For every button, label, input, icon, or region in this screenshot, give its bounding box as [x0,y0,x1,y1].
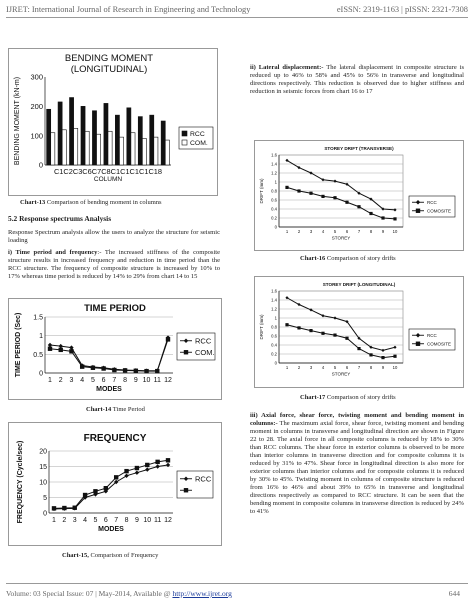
legend-label: RCC [427,199,437,205]
x-tick-label: 6 [345,229,349,235]
y-tick-label: 20 [39,448,47,456]
paragraph-lateral-displacement: ii) Lateral displacement:- The lateral displacement in composite structure is reduced up to 46% to 58% and 45% to 56% in transverse and longitudinal directions respectively. This reduction is observed due to higher stiffness and reduction in seismic forces from chart 16 to 17 [250,64,464,95]
data-point [321,314,324,317]
section-heading: 5.2 Response spectrums Analysis [8,214,112,223]
chart-13-box [8,48,218,196]
y-tick-label: 0.8 [271,324,277,330]
data-point [393,217,396,220]
data-point [91,366,95,370]
series-line [287,187,395,219]
data-point [297,326,300,329]
paragraph-response-spectrum: Response Spectrum analysis allow the users to analyze the structure for seismic loading [8,229,220,244]
chart-title: TIME PERIOD [84,303,146,314]
data-point [381,356,384,359]
x-tick-label: 3 [309,365,313,371]
data-point [393,346,396,349]
data-point [155,369,159,373]
chart-17-storey-drift-longitudinal [255,277,463,387]
data-point [48,347,52,351]
data-point [416,342,420,346]
bar-rcc [150,115,154,165]
chart-14-caption: Chart-14 Time Period [86,406,145,413]
y-tick-label: 0.2 [271,351,277,357]
chart-14-box [8,298,222,400]
bar-com [165,140,169,165]
chart-title-line-1: BENDING MOMENT [64,53,154,64]
chart-title: FREQUENCY [83,433,147,444]
x-tick-label: 11 [153,517,162,524]
x-tick-label: 11 [153,377,161,384]
data-point [184,488,188,492]
journal-link[interactable]: http://www.ijret.org [172,589,232,598]
chart-16-storey-drift-transverse [255,141,463,250]
paragraph-axial-force: iii) Axial force, shear force, twisting moment and bending moment in columns:- The maximum axial force, shear force, twisting moment and bending moment in columns in transverse and longitudinal direction are shown in Figure 22 to 28. The axial force in all composite columns is reduced by 18% to 30% than RCC columns. The shear force in exterior columns is observed to be more than interior columns in transverse direction and for composite columns it is reduced by 31% to 47%. Shear force in longitudinal direction is also more for exterior columns than interior columns and for composite columns it is reduced by 30% to 45%. Twisting moment in columns of composite structure is reduced from 16% to 46% and about 39% to 65% in transverse and longitudinal directions respectively as compared to RCC structure. It can be seen that the bending moment in composite columns in transverse direction is reduced by 24% to 41% [250,412,464,515]
y-tick-label: 0.5 [33,351,43,359]
y-axis-label: DRIFT (mm) [259,178,264,204]
x-tick-label: 5 [93,517,98,524]
x-tick-label: 6 [345,365,349,371]
data-point [80,364,84,368]
y-axis-label: TIME PERIOD (Sec) [15,312,22,378]
chart-16-caption: Chart-16 Comparison of story drifts [300,255,396,262]
data-point [155,464,159,468]
y-tick-label: 0.6 [271,333,277,339]
data-point [73,506,77,510]
legend-label: RCC [195,474,212,484]
x-tick-label: 1 [285,365,289,371]
bar-rcc [58,102,62,165]
data-point [333,196,336,199]
chart-14-time-period [9,299,221,399]
data-point [297,189,300,192]
y-tick-label: 0.8 [271,188,277,194]
data-point [155,460,159,464]
y-tick-label: 1.4 [271,297,277,303]
x-tick-label: 10 [392,229,398,235]
series-line [54,465,168,509]
x-tick-label: 10 [142,377,151,384]
legend-label: COM. [190,140,208,147]
series-line [287,160,395,210]
data-point [112,368,116,372]
data-point [124,474,128,478]
y-tick-label: 1.4 [271,161,277,167]
y-tick-label: 15 [39,463,47,471]
x-tick-label: 7 [114,517,119,524]
data-point [357,347,360,350]
x-tick-label: 9 [381,365,385,371]
bar-com [74,128,78,165]
x-axis-label: MODES [96,386,122,393]
legend-label: RCC [427,332,437,338]
footer-rule [6,583,468,584]
y-tick-label: 0 [274,360,277,366]
x-tick-label: 4 [321,229,325,235]
bar-rcc [161,121,165,165]
series-line [287,298,395,351]
y-tick-label: 0 [38,160,43,170]
data-point [369,212,372,215]
data-point [369,353,372,356]
y-tick-label: 1.6 [271,152,277,158]
bar-com [108,131,112,165]
series-line [50,339,168,371]
chart-15-box [8,422,222,546]
y-tick-label: 0 [43,510,47,518]
x-tick-label: 2 [297,365,301,371]
legend-label: COMOSITE [427,208,452,214]
y-axis-label: FREQUENCY (Cycle/sec) [17,440,24,524]
legend-label: RCC [190,131,205,138]
paragraph-time-period: i) Time period and frequency:- The increased stiffness of the composite structure results in increased frequency and reduction in time period than the RCC structure. The frequency of composite structure is increased by 10% to 17% whereas time period is reduced by 14% to 29% from chart 14 to 15 [8,249,220,280]
chart-13-caption: Chart-13 Comparison of bending moment in columns [20,199,162,206]
chart-13-bending-moment [9,49,217,195]
x-tick-label: 8 [123,377,128,384]
data-point [145,467,149,471]
data-point [83,493,87,497]
x-tick-label: 4 [321,365,325,371]
legend-swatch [182,140,187,145]
data-point [309,329,312,332]
y-tick-label: 10 [39,479,47,487]
legend-label: RCC [195,336,212,346]
data-point [123,368,127,372]
data-point [393,355,396,358]
bar-rcc [70,98,74,165]
data-point [321,195,324,198]
x-axis-label: COLUMN [93,176,123,183]
x-tick-label: 2 [58,377,63,384]
x-tick-label: 2 [62,517,67,524]
data-point [309,192,312,195]
x-tick-label: 12 [164,517,172,524]
x-tick-label: 8 [369,229,373,235]
x-tick-label: 9 [133,377,138,384]
data-point [166,337,170,341]
data-point [345,201,348,204]
x-tick-label: 5 [333,229,337,235]
data-point [144,369,148,373]
x-tick-labels: C1C2C3C6C7C8C1C1C1C1C18 [53,167,163,176]
data-point [134,369,138,373]
data-point [357,205,360,208]
series-line [54,460,168,508]
data-point [184,350,188,354]
bar-com [142,139,146,165]
x-tick-label: 10 [143,517,152,524]
chart-17-caption: Chart-17 Comparison of story drifts [300,394,396,401]
bar-com [154,137,158,165]
chart-15-caption: Chart-15, Comparison of Frequency [62,552,159,559]
bar-rcc [104,103,108,165]
bar-com [51,133,55,165]
y-axis-label: BENDING MOMENT (kN-m) [14,76,21,166]
data-point [124,469,128,473]
bar-rcc [127,108,131,165]
chart-15-frequency [9,423,221,545]
bar-rcc [81,106,85,165]
data-point [285,186,288,189]
bar-com [85,131,89,165]
bar-com [62,130,66,165]
y-tick-label: 0 [39,370,43,378]
x-tick-label: 6 [103,517,108,524]
data-point [333,316,336,319]
chart-title: STOREY DRIFT (LONGITUDINAL) [322,282,396,287]
chart-title: STOREY DRIFT (TRANSVERSE) [324,146,394,151]
data-point [135,471,139,475]
data-point [381,349,384,352]
data-point [416,209,420,213]
y-tick-label: 1.2 [271,170,277,176]
x-tick-label: 2 [297,229,301,235]
y-tick-label: 0.4 [271,342,277,348]
y-tick-label: 5 [43,494,47,502]
bar-rcc [115,115,119,165]
data-point [381,216,384,219]
series-line [287,325,395,358]
y-tick-label: 0.4 [271,206,277,212]
data-point [52,506,56,510]
data-point [145,463,149,467]
x-tick-label: 4 [83,517,88,524]
header-rule [6,17,468,18]
data-point [104,486,108,490]
x-tick-label: 10 [392,365,398,371]
data-point [321,332,324,335]
x-tick-label: 7 [357,229,361,235]
data-point [59,348,63,352]
legend-label: COMOSITE [427,341,452,347]
bar-com [119,137,123,165]
footer-volume: Volume: 03 Special Issue: 07 | May-2014, Available @ http://www.ijret.org [6,589,232,598]
data-point [333,334,336,337]
y-tick-label: 300 [30,72,43,82]
x-tick-label: 4 [80,377,85,384]
y-tick-label: 0.2 [271,215,277,221]
issn-header: eISSN: 2319-1163 | pISSN: 2321-7308 [336,5,468,14]
x-tick-label: 1 [48,377,52,384]
x-tick-label: 1 [52,517,56,524]
x-axis-label: STOREY [331,371,351,377]
data-point [345,337,348,340]
x-tick-label: 7 [357,365,361,371]
data-point [285,323,288,326]
journal-header: IJRET: International Journal of Research in Engineering and Technology [6,5,251,14]
x-tick-label: 12 [164,377,172,384]
legend-label: COM. [195,347,215,357]
data-point [114,475,118,479]
y-tick-label: 1.6 [271,288,277,294]
data-point [166,458,170,462]
x-tick-label: 1 [285,229,289,235]
chart-17-box [254,276,464,388]
bar-com [131,133,135,165]
y-tick-label: 100 [30,131,43,141]
y-tick-label: 1 [274,179,277,185]
y-tick-label: 1 [39,333,43,341]
x-tick-label: 8 [369,365,373,371]
x-tick-label: 3 [309,229,313,235]
bar-rcc [92,111,96,165]
bar-com [97,134,101,165]
data-point [135,466,139,470]
x-tick-label: 5 [90,377,95,384]
x-tick-label: 5 [333,365,337,371]
y-tick-label: 200 [30,101,43,111]
bar-rcc [138,117,142,165]
y-tick-label: 1 [274,315,277,321]
x-tick-label: 9 [381,229,385,235]
x-tick-label: 9 [134,517,139,524]
x-tick-label: 3 [69,377,74,384]
page-number: 644 [448,589,460,598]
x-tick-label: 3 [72,517,77,524]
data-point [101,366,105,370]
x-tick-label: 8 [124,517,129,524]
y-tick-label: 0 [274,224,277,230]
y-axis-label: DRIFT (mm) [259,314,264,340]
data-point [62,506,66,510]
y-tick-label: 0.6 [271,197,277,203]
chart-title-line-2: (LONGITUDINAL) [70,64,148,75]
x-tick-label: 6 [101,377,106,384]
chart-16-box [254,140,464,251]
bar-rcc [47,109,51,165]
data-point [69,349,73,353]
x-axis-label: MODES [98,526,124,533]
y-tick-label: 1.5 [33,314,43,322]
legend-swatch [182,131,187,136]
data-point [93,489,97,493]
x-tick-label: 7 [112,377,117,384]
x-axis-label: STOREY [331,235,351,241]
y-tick-label: 1.2 [271,306,277,312]
